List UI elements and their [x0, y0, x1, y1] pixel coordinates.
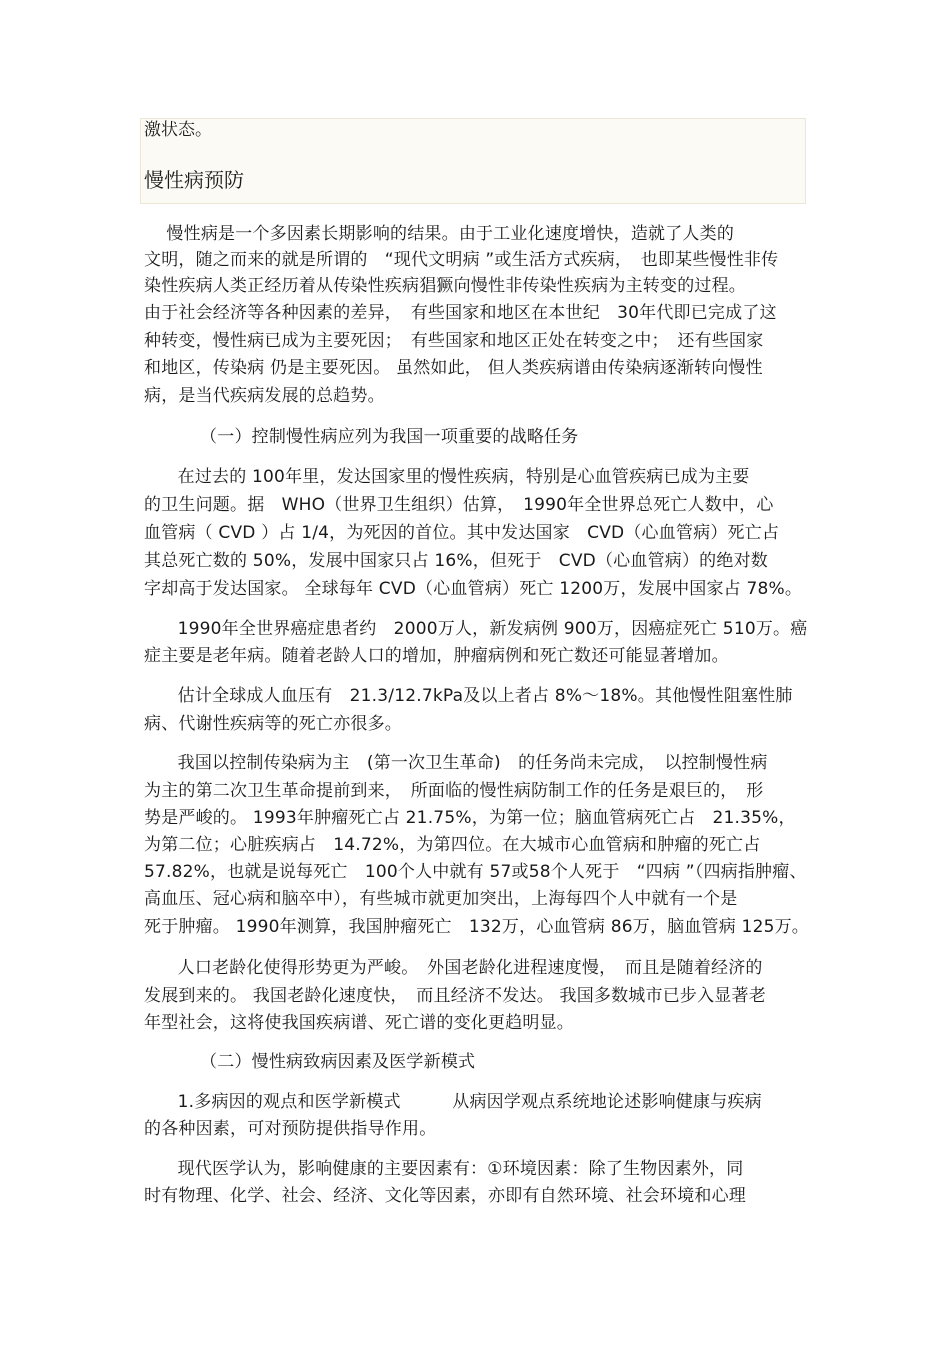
paragraph-line: 57.82%，也就是说每死亡 100个人中就有 57或58个人死于 “四病 ”（四病指肿瘤、 — [144, 862, 807, 882]
section-title: 慢性病预防 — [144, 168, 244, 192]
paragraph-line: 势是严峻的。 1993年肿瘤死亡占 21.75%，为第一位；脑血管病死亡占 21.35%， — [144, 808, 796, 828]
paragraph-line: 染性疾病人类正经历着从传染性疾病猖獗向慢性非传染性疾病为主转变的过程。 — [144, 276, 746, 296]
paragraph-line: 的各种因素，可对预防提供指导作用。 — [144, 1119, 437, 1139]
paragraph-line: 由于社会经济等各种因素的差异， 有些国家和地区在本世纪 30年代即已完成了这 — [144, 303, 777, 323]
subsection-heading: （一）控制慢性病应列为我国一项重要的战略任务 — [144, 427, 579, 447]
paragraph-line: 在过去的 100年里，发达国家里的慢性疾病，特别是心血管疾病已成为主要 — [144, 467, 750, 487]
paragraph-line: 时有物理、化学、社会、经济、文化等因素，亦即有自然环境、社会环境和心理 — [144, 1186, 746, 1206]
paragraph-line: 死于肿瘤。 1990年测算，我国肿瘤死亡 132万，心血管病 86万，脑血管病 125万。 — [144, 917, 810, 937]
paragraph-line: 症主要是老年病。随着老龄人口的增加，肿瘤病例和死亡数还可能显著增加。 — [144, 646, 729, 666]
paragraph-line: 高血压、冠心病和脑卒中），有些城市就更加突出，上海每四个人中就有一个是 — [144, 889, 738, 909]
paragraph-line: 的卫生问题。据 WHO（世界卫生组织）估算， 1990年全世界总死亡人数中，心 — [144, 495, 774, 515]
paragraph-line: 估计全球成人血压有 21.3/12.7kPa及以上者占 8%～18%。其他慢性阻塞性肺 — [144, 686, 793, 706]
paragraph-line: 人口老龄化使得形势更为严峻。 外国老龄化进程速度慢， 而且是随着经济的 — [144, 958, 763, 978]
paragraph-line: 字却高于发达国家。 全球每年 CVD（心血管病）死亡 1200万，发展中国家占 78%。 — [144, 579, 803, 599]
paragraph-line: 病，是当代疾病发展的总趋势。 — [144, 386, 385, 406]
paragraph-line: 1990年全世界癌症患者约 2000万人，新发病例 900万，因癌症死亡 510万。癌 — [144, 619, 808, 639]
paragraph-line: 文明，随之而来的就是所谓的 “现代文明病 ”或生活方式疾病， 也即某些慢性非传 — [144, 250, 779, 270]
paragraph-line: 为主的第二次卫生革命提前到来， 所面临的慢性病防制工作的任务是艰巨的， 形 — [144, 781, 764, 801]
paragraph-line: 和地区，传染病 仍是主要死因。 虽然如此， 但人类疾病谱由传染病逐渐转向慢性 — [144, 358, 763, 378]
paragraph-line: 为第二位；心脏疾病占 14.72%，为第四位。在大城市心血管病和肿瘤的死亡占 — [144, 835, 761, 855]
previous-page-text: 激状态。 — [144, 120, 212, 140]
paragraph-line: 发展到来的。 我国老龄化速度快， 而且经济不发达。 我国多数城市已步入显著老 — [144, 986, 766, 1006]
paragraph-line: 现代医学认为，影响健康的主要因素有：①环境因素：除了生物因素外，同 — [144, 1159, 744, 1179]
paragraph-line: 病、代谢性疾病等的死亡亦很多。 — [144, 714, 402, 734]
paragraph-line: 1.多病因的观点和医学新模式 从病因学观点系统地论述影响健康与疾病 — [144, 1092, 762, 1112]
paragraph-line: 我国以控制传染病为主 (第一次卫生革命) 的任务尚未完成， 以控制慢性病 — [144, 753, 768, 773]
paragraph-line: 血管病（ CVD ）占 1/4，为死因的首位。其中发达国家 CVD（心血管病）死亡占 — [144, 523, 780, 543]
subsection-heading: （二）慢性病致病因素及医学新模式 — [144, 1052, 476, 1072]
paragraph-line: 慢性病是一个多因素长期影响的结果。由于工业化速度增快，造就了人类的 — [144, 224, 735, 244]
paragraph-line: 其总死亡数的 50%，发展中国家只占 16%，但死于 CVD（心血管病）的绝对数 — [144, 551, 768, 571]
paragraph-line: 种转变，慢性病已成为主要死因； 有些国家和地区正处在转变之中； 还有些国家 — [144, 331, 764, 351]
paragraph-line: 年型社会，这将使我国疾病谱、死亡谱的变化更趋明显。 — [144, 1013, 574, 1033]
